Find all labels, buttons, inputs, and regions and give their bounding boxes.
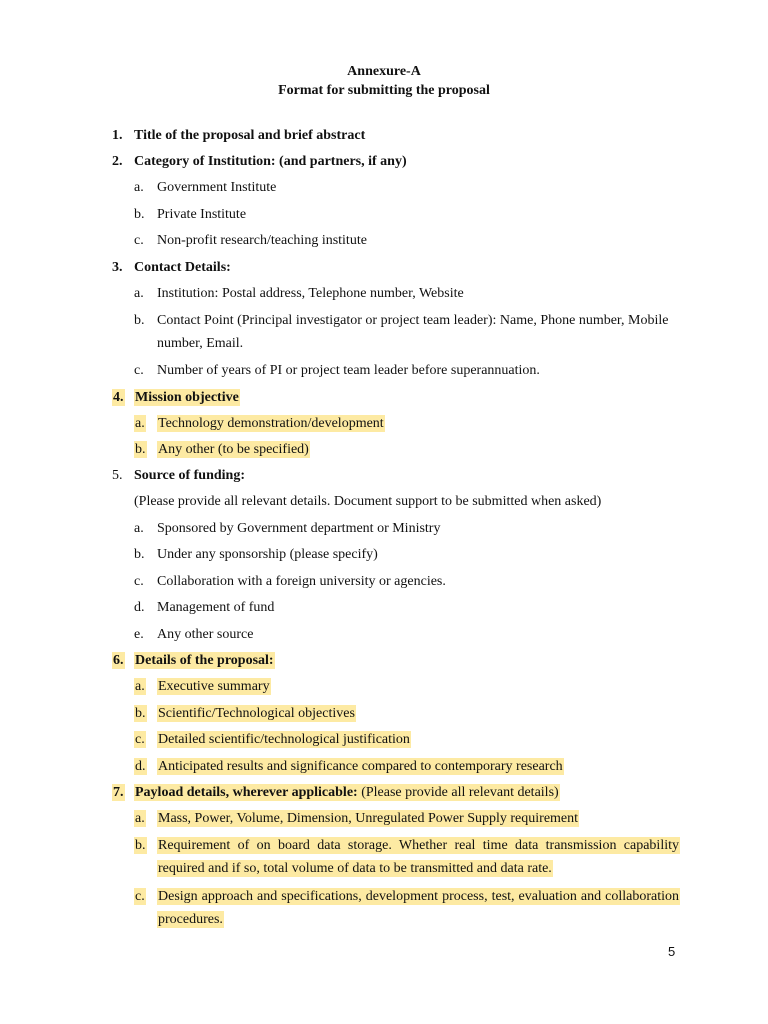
item-text: procedures. xyxy=(158,912,223,927)
annexure-label: Annexure-A xyxy=(347,64,421,79)
item-text: Sponsored by Government department or Ministry xyxy=(157,521,441,536)
item-text: Private Institute xyxy=(157,207,247,222)
section-title: Payload details, wherever applicable: xyxy=(135,785,358,800)
page-number: 5 xyxy=(668,944,676,959)
item-text: Under any sponsorship (please specify) xyxy=(157,547,378,562)
item-marker: b. xyxy=(135,442,146,457)
item-text: Executive summary xyxy=(158,679,270,694)
item-marker: a. xyxy=(135,811,145,826)
item-text: Anticipated results and significance compared to contemporary research xyxy=(158,759,563,774)
item-text: Requirement of on board data storage. Whether real time data transmission capability xyxy=(158,838,679,853)
section-number: 5. xyxy=(112,468,123,483)
item-text: Institution: Postal address, Telephone number, Website xyxy=(157,286,464,301)
item-marker: c. xyxy=(135,889,145,904)
section-title: Title of the proposal and brief abstract xyxy=(134,128,366,143)
item-marker: b. xyxy=(134,547,145,562)
item-text: Management of fund xyxy=(157,600,275,615)
item-text: required and if so, total volume of data to be transmitted and data rate. xyxy=(158,861,552,876)
section-number: 2. xyxy=(112,154,123,169)
item-marker: c. xyxy=(134,363,144,378)
item-marker: a. xyxy=(135,416,145,431)
section-title-line xyxy=(134,784,560,801)
item-marker: d. xyxy=(134,600,145,615)
section-number: 6. xyxy=(113,653,124,668)
item-marker: b. xyxy=(135,838,146,853)
section-number: 7. xyxy=(113,785,124,800)
item-text: Design approach and specifications, development process, test, evaluation and collaboration xyxy=(158,889,679,904)
section-title: Details of the proposal: xyxy=(135,653,274,668)
section-title: Source of funding: xyxy=(134,468,245,483)
section-title: Contact Details: xyxy=(134,260,231,275)
item-text: number, Email. xyxy=(157,336,244,351)
item-text: Number of years of PI or project team leader before superannuation. xyxy=(157,363,540,378)
item-marker: e. xyxy=(134,627,144,642)
section-title: Category of Institution: (and partners, if any) xyxy=(134,154,407,169)
item-text: Mass, Power, Volume, Dimension, Unregulated Power Supply requirement xyxy=(158,811,579,826)
item-marker: b. xyxy=(134,207,145,222)
item-marker: b. xyxy=(135,706,146,721)
item-marker: a. xyxy=(134,286,144,301)
item-text: Scientific/Technological objectives xyxy=(158,706,355,721)
section-title: Mission objective xyxy=(135,390,239,405)
section-number: 1. xyxy=(112,128,123,143)
item-marker: a. xyxy=(135,679,145,694)
item-text: Technology demonstration/development xyxy=(158,416,384,431)
item-marker: c. xyxy=(134,233,144,248)
item-text: Any other source xyxy=(157,627,254,642)
section-title-suffix: (Please provide all relevant details) xyxy=(357,785,559,800)
item-marker: c. xyxy=(134,574,144,589)
section-number: 3. xyxy=(112,260,123,275)
section-number: 4. xyxy=(113,390,124,405)
item-marker: a. xyxy=(134,521,144,536)
item-text: Any other (to be specified) xyxy=(158,442,309,457)
item-text: Contact Point (Principal investigator or project team leader): Name, Phone number, Mobile xyxy=(157,313,669,328)
item-text: Non-profit research/teaching institute xyxy=(157,233,367,248)
item-marker: d. xyxy=(135,759,146,774)
item-marker: b. xyxy=(134,313,145,328)
page-title: Format for submitting the proposal xyxy=(278,83,490,98)
item-text: Collaboration with a foreign university or agencies. xyxy=(157,574,446,589)
item-marker: a. xyxy=(134,180,144,195)
item-text: Government Institute xyxy=(157,180,277,195)
item-marker: c. xyxy=(135,732,145,747)
note-text: (Please provide all relevant details. Document support to be submitted when asked) xyxy=(134,494,602,509)
item-text: Detailed scientific/technological justification xyxy=(158,732,410,747)
